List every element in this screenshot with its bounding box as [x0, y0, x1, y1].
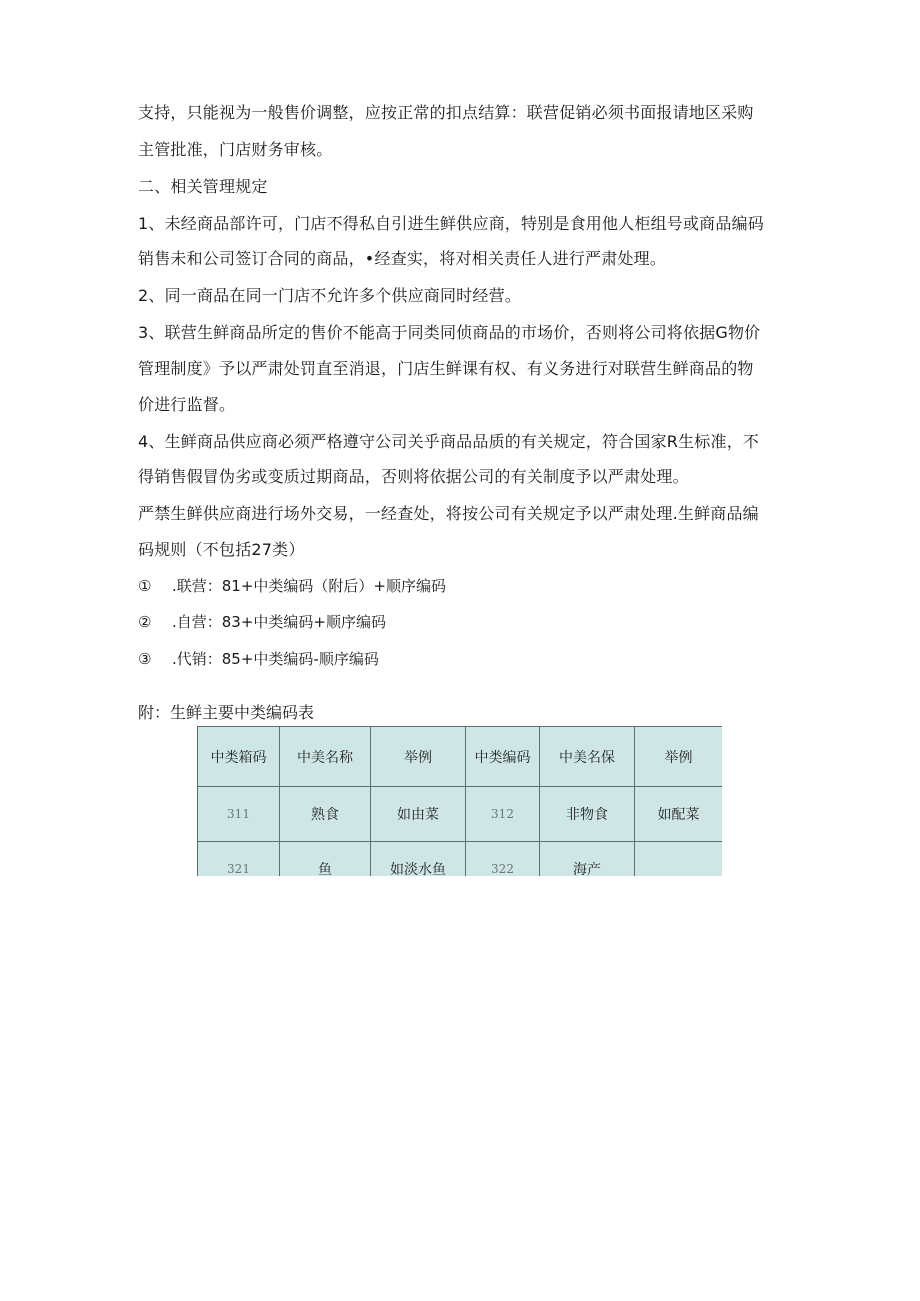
section-heading: 二、相关管理规定 [138, 177, 268, 196]
table-header-cell: 中美名保 [540, 727, 635, 787]
rule-text: .自营：83+中类编码+顺序编码 [172, 613, 386, 631]
table-row [198, 787, 723, 842]
rule-text: .代销：85+中类编码-顺序编码 [172, 650, 379, 668]
rule-marker: ③ [138, 650, 152, 668]
table-cell: 如淡水鱼 [371, 842, 466, 877]
table-header-cell: 举例 [371, 727, 466, 787]
paragraph-line: 4、生鲜商品供应商必须严格遵守公司关乎商品品质的有关规定，符合国家R生标准，不 [138, 432, 760, 451]
table-header-cell: 中类编码 [466, 727, 540, 787]
table-cell: 非物食 [540, 787, 635, 842]
code-table-container [197, 726, 722, 876]
paragraph-line: 码规则（不包括27类） [138, 540, 305, 559]
table-cell: 如配菜 [635, 787, 723, 842]
table-cell [635, 842, 723, 877]
rule-marker: ② [138, 613, 152, 631]
table-header-cell: 举例 [635, 727, 723, 787]
paragraph-line: 严禁生鲜供应商进行场外交易，一经查处，将按公司有关规定予以严肃处理.生鲜商品编 [138, 504, 759, 523]
coding-rule-item [138, 648, 379, 670]
code-table [197, 726, 722, 876]
table-cell: 321 [198, 842, 280, 877]
table-caption: 附：生鲜主要中类编码表 [138, 703, 315, 722]
paragraph-line: 3、联营生鲜商品所定的售价不能高于同类同侦商品的市场价，否则将公司将依据G物价 [138, 323, 761, 342]
rule-marker: ① [138, 577, 152, 595]
paragraph-line: 管理制度》予以严肃处罚直至消退，门店生鲜课有权、有义务进行对联营生鲜商品的物 [138, 359, 754, 378]
paragraph-line: 2、同一商品在同一门店不允许多个供应商同时经营。 [138, 286, 521, 305]
table-cell: 鱼 [280, 842, 371, 877]
coding-rule-item [138, 611, 386, 633]
paragraph-line: 主管批准，门店财务审核。 [138, 140, 333, 159]
table-cell: 322 [466, 842, 540, 877]
table-header-cell: 中类箱码 [198, 727, 280, 787]
table-header-row [198, 727, 723, 787]
rule-text: .联营：81+中类编码（附后）+顺序编码 [172, 577, 446, 595]
paragraph-line: 1、未经商品部许可，门店不得私自引进生鲜供应商，特别是食用他人柜组号或商品编码 [138, 214, 764, 233]
table-cell: 312 [466, 787, 540, 842]
table-cell: 如由菜 [371, 787, 466, 842]
paragraph-line: 得销售假冒伪劣或变质过期商品，否则将依据公司的有关制度予以严肃处理。 [138, 467, 689, 486]
paragraph-line: 支持，只能视为一般售价调整，应按正常的扣点结算：联营促销必须书面报请地区采购 [138, 103, 754, 122]
table-cell: 海产 [540, 842, 635, 877]
table-cell: 311 [198, 787, 280, 842]
table-cell: 熟食 [280, 787, 371, 842]
paragraph-line: 价进行监督。 [138, 395, 236, 414]
table-header-cell: 中美名称 [280, 727, 371, 787]
table-row [198, 842, 723, 877]
coding-rule-item [138, 575, 446, 597]
paragraph-line: 销售未和公司签订合同的商品，•经查实，将对相关责任人进行严肃处理。 [138, 249, 667, 268]
